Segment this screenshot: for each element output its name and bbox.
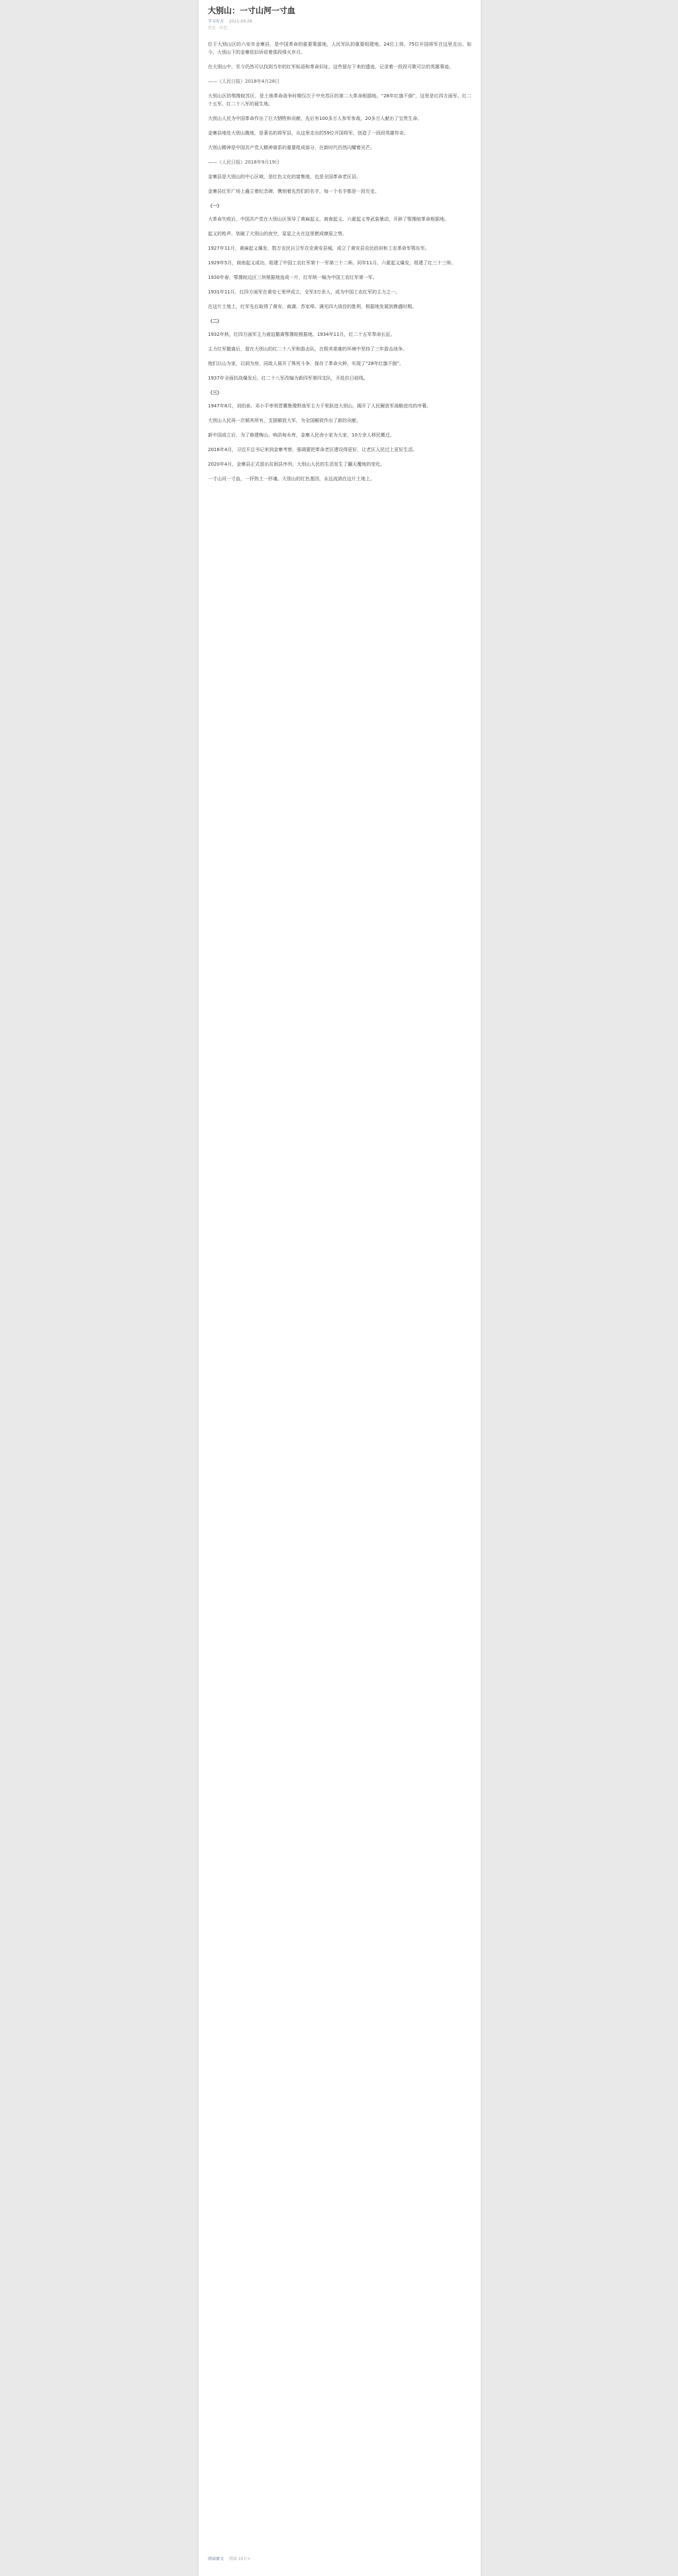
article-paragraph: 1927年11月，黄麻起义爆发，数万农民自卫军攻克黄安县城，成立了黄安县农民政府和工农革命军鄂东军。 <box>208 246 430 251</box>
article-paragraph: 新中国成立后，为了修建梅山、响洪甸水库，金寨人民舍小家为大家，10万余人移民搬迁。 <box>208 433 395 438</box>
article-paragraph: 2016年4月，习近平总书记来到金寨考察，强调要把革命老区建设得更好，让老区人民过上更好生活。 <box>208 447 418 452</box>
article-paragraph: 大别山人民再一次倾其所有，支援解放大军，为全国解放作出了新的贡献。 <box>208 418 361 423</box>
article-footer <box>208 2555 255 2561</box>
read-original-link[interactable]: 阅读原文 <box>208 2557 224 2561</box>
article-title: 大别山：一寸山河一寸血 <box>208 6 296 15</box>
view-count: 阅读 10万+ <box>228 2557 251 2561</box>
article-paragraph: 金寨县是大别山的中心区域，是红色文化的富集地，也是全国革命老区县。 <box>208 174 361 180</box>
article-paragraph: 大别山区的鄂豫皖苏区，是土地革命战争时期仅次于中央苏区的第二大革命根据地。“28年红旗不倒”，这里是红四方面军、红二十五军、红二十八军的诞生地。 <box>208 93 471 107</box>
article-paragraph: 1931年11月，红四方面军在黄安七里坪成立，全军3万余人，成为中国工农红军的主力之一。 <box>208 289 401 295</box>
article-paragraph: 位于大别山区的六安市金寨县，是中国革命的重要策源地，人民军队的重要组建地。24位上将，75位开国将军在这里走出。如今，大别山下的金寨依旧诉说着那段烽火岁月。 <box>208 42 471 55</box>
article-paragraph: 2020年4月，金寨县正式退出贫困县序列，大别山人民的生活发生了翻天覆地的变化。 <box>208 462 385 467</box>
author-link[interactable]: 学习有方 <box>208 19 224 24</box>
article-paragraph: 1947年8月，刘伯承、邓小平率领晋冀鲁豫野战军主力千里跃进大别山，揭开了人民解放军战略进攻的序幕。 <box>208 403 432 409</box>
article-paragraph: 大别山人民为中国革命作出了巨大牺牲和贡献，先后有100多万人参军参战，20多万人献出了宝贵生命。 <box>208 116 422 121</box>
section-heading: （二） <box>208 319 222 324</box>
article-paragraph: 1937年全面抗战爆发后，红二十八军改编为新四军第四支队，开赴抗日前线。 <box>208 376 368 381</box>
article-paragraph: 主力红军撤离后，留在大别山的红二十八军和游击队，在极其艰难的环境中坚持了三年游击战争。 <box>208 346 407 352</box>
article-paragraph: 金寨县红军广场上矗立着纪念碑，镌刻着先烈们的名字，每一个名字都是一段历史。 <box>208 189 379 194</box>
section-heading: （三） <box>208 390 222 395</box>
article-paragraph: 大别山精神是中国共产党人精神谱系的重要组成部分，在新时代仍然闪耀着光芒。 <box>208 145 375 150</box>
article-paragraph: 金寨县地处大别山腹地，是著名的将军县，从这里走出的59位开国将军，创造了一段段英雄传奇。 <box>208 130 409 136</box>
section-heading: （一） <box>208 203 222 209</box>
source-citation: ——《人民日报》2018年9月19日 <box>208 160 280 165</box>
source-citation: ——《人民日报》2018年4月28日 <box>208 79 280 84</box>
article-paragraph: 1930年春，鄂豫皖边区三块根据地连成一片，红军统一编为中国工农红军第一军。 <box>208 275 377 280</box>
article-body <box>208 40 471 483</box>
article-paragraph: 1932年秋，红四方面军主力被迫撤离鄂豫皖根据地。1934年11月，红二十五军奉命长征。 <box>208 332 395 337</box>
article-paragraph: 在这片土地上，红军先后取得了黄安、商潢、苏家埠、潢光四大战役的胜利，根据地发展到鼎盛时期。 <box>208 304 416 309</box>
article-paragraph: 起义的枪声，划破了大别山的夜空，星星之火在这里燃成燎原之势。 <box>208 231 347 236</box>
publish-date: 2021-09-28 <box>228 19 252 24</box>
article-sheet <box>199 0 481 2576</box>
article-tags: 历史 · 红色 <box>208 26 228 30</box>
article-paragraph: 在大别山中，至今仍然可以找到当年的红军标语和革命旧址。这些留存下来的遗迹，记录着一段段可歌可泣的英雄事迹。 <box>208 64 454 70</box>
article-paragraph: 他们以山为家，以洞为房，同敌人展开了殊死斗争，保存了革命火种，实现了“28年红旗不倒”。 <box>208 361 405 366</box>
article-paragraph: 1929年5月，商南起义成功，组建了中国工农红军第十一军第三十二师。同年11月，六霍起义爆发，组建了红三十三师。 <box>208 260 456 266</box>
article-paragraph: 一寸山河一寸血，一抔热土一抔魂。大别山的红色基因，永远流淌在这片土地上。 <box>208 476 375 482</box>
article-meta <box>208 19 471 25</box>
article-paragraph: 大革命失败后，中国共产党在大别山区领导了黄麻起义、商南起义、六霍起义等武装暴动，开辟了鄂豫皖革命根据地。 <box>208 217 449 222</box>
